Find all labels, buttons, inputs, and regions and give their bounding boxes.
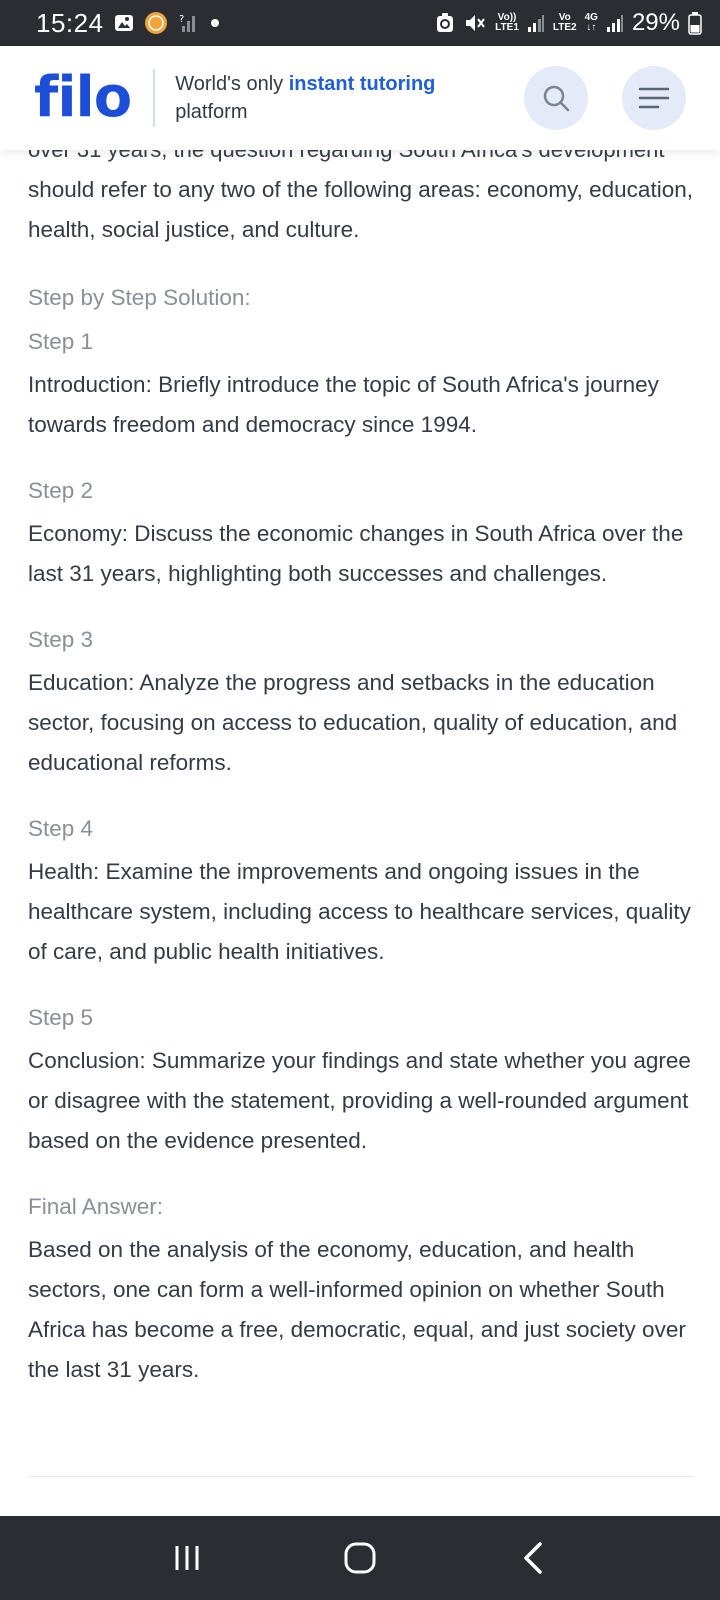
tagline-highlight: instant tutoring [288,73,436,95]
final-answer-text: Based on the analysis of the economy, education, and health sectors, one can form a well-informed opinion on whether South Africa has become a free, democratic, equal, and just society over the last 31 years. [28,1237,686,1382]
home-icon [343,1541,377,1575]
gallery-icon [114,13,134,33]
battery-percentage: 29% [631,9,680,36]
logo-divider [153,69,155,127]
search-button[interactable] [524,66,588,130]
no-signal-icon [178,12,200,34]
step-3-text: Education: Analyze the progress and setbacks in the education sector, focusing on access to education, quality of education, and educational reforms. [28,670,678,775]
mute-icon [463,12,487,34]
recents-button[interactable] [157,1528,217,1588]
step-1-text: Introduction: Briefly introduce the topic of South Africa's journey towards freedom and democracy since 1994. [28,372,659,437]
dot-icon [210,18,220,28]
app-notification-icon [144,11,168,35]
search-icon [541,83,571,113]
intro-paragraph: should refer to any two of the following areas: economy, education, health, social justice, and culture. [28,177,693,242]
volte2-top: Vo [558,12,571,23]
tagline [175,70,435,126]
network-type [585,13,598,33]
home-button[interactable] [330,1528,390,1588]
tagline-prefix: World's only [175,73,289,95]
signal-1-icon [527,13,545,33]
final-answer-heading: Final Answer: [28,1194,164,1219]
battery-icon [688,11,702,35]
step-2-text: Economy: Discuss the economic changes in South Africa over the last 31 years, highlighting both successes and challenges. [28,521,684,586]
step-4-text: Health: Examine the improvements and ongoing issues in the healthcare system, including access to healthcare services, quality of care, and public health initiatives. [28,859,691,964]
step-2-label: Step 2 [28,478,94,503]
volte1-indicator [495,13,519,33]
volte2-bottom: LTE2 [552,22,577,33]
step-3-label: Step 3 [28,627,94,652]
svg-text:?: ? [178,14,184,25]
status-bar [0,0,720,46]
system-nav-bar [0,1516,720,1600]
back-icon [521,1541,545,1575]
clipped-intro-line [28,150,698,170]
recents-icon [172,1543,202,1573]
step-5-label: Step 5 [28,1005,94,1030]
back-button[interactable] [503,1528,563,1588]
data-saver-icon [435,12,455,34]
app-header [0,46,720,150]
volte2-indicator [553,13,577,33]
tagline-suffix: platform [175,101,248,123]
filo-logo[interactable]: filo [34,65,132,130]
step-4-label: Step 4 [28,816,94,841]
step-1-label: Step 1 [28,329,94,354]
solution-content [28,150,698,1390]
network-type-label: 4G [584,12,598,23]
content-divider [28,1476,694,1477]
step-5-text: Conclusion: Summarize your findings and state whether you agree or disagree with the statement, providing a well-rounded argument based on the evidence presented. [28,1048,691,1153]
menu-button[interactable] [622,66,686,130]
solution-heading: Step by Step Solution: [28,285,251,310]
hamburger-menu-icon [638,85,670,111]
signal-2-icon [606,13,624,33]
status-time: 15:24 [36,7,104,38]
volte1-bottom: LTE1 [495,22,519,33]
volte1-top: Vo)) [497,12,517,23]
data-arrows-icon: ↓↑ [586,22,597,33]
